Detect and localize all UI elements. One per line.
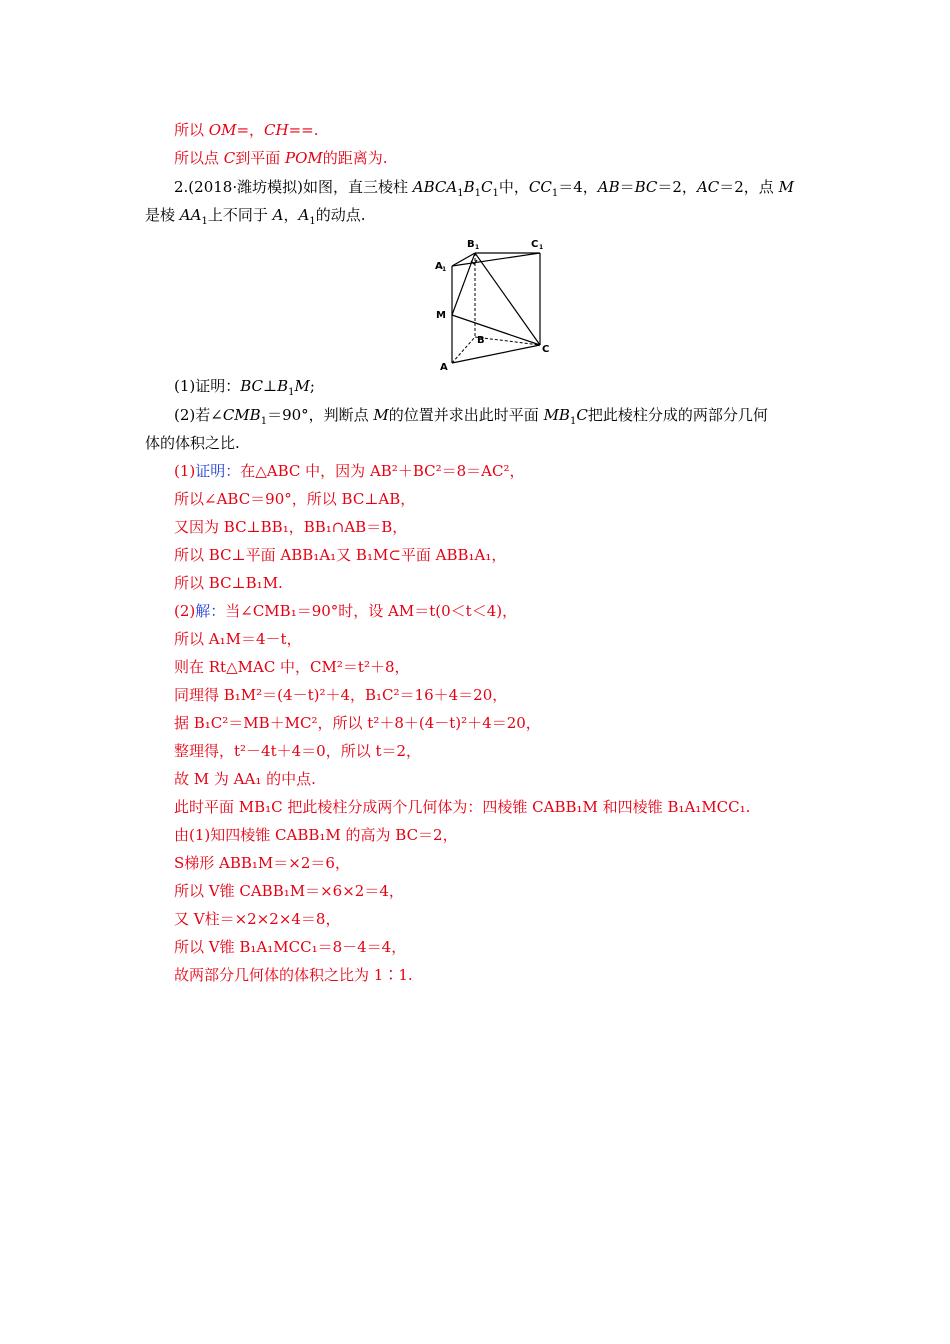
svg-text:1: 1 xyxy=(442,266,447,273)
segment-b1c xyxy=(475,253,540,345)
solution1-line-om: 所以 OM=，CH==. xyxy=(174,121,319,139)
label-b: B xyxy=(477,335,485,346)
solution-part1-start: (1)证明：在△ABC 中，因为 AB²＋BC²＝8＝AC²， xyxy=(174,462,525,480)
problem2-statement-line1: 2.(2018·潍坊模拟)如图，直三棱柱 $ABCA_1B_1C_1$中，$CC_1=4$，AB＝BC＝2，AC＝2，点 M xyxy=(174,178,794,199)
solution-line-s15: S梯形 ABB₁M＝×2＝6， xyxy=(174,854,350,872)
solution-line-s2: 所以∠ABC＝90°，所以 BC⊥AB， xyxy=(174,490,416,508)
solution-line-s14: 由(1)知四棱锥 CABB₁M 的高为 BC＝2， xyxy=(174,826,458,844)
problem2-statement-line2: 是棱 $AA_1$上不同于 A，$A_1$的动点. xyxy=(145,206,366,227)
label-m: M xyxy=(436,310,446,321)
edge-bc-hidden xyxy=(475,337,540,345)
solution-line-s13: 此时平面 MB₁C 把此棱柱分成两个几何体为：四棱锥 CABB₁M 和四棱锥 B₁A₁MCC₁. xyxy=(174,798,751,816)
solution-line-s4: 所以 BC⊥平面 ABB₁A₁又 B₁M⊂平面 ABB₁A₁， xyxy=(174,546,507,564)
question-1: (1)证明：$BC\perp B_1M$; xyxy=(174,377,315,398)
solution1-line-distance: 所以点 C到平面 POM的距离为. xyxy=(174,149,388,167)
edge-a1c1 xyxy=(452,253,540,266)
label-b1: B xyxy=(467,239,475,250)
solution-line-s17: 又 V柱＝×2×2×4＝8， xyxy=(174,910,341,928)
solution-line-s9: 同理得 B₁M²＝(4－t)²＋4，B₁C²＝16＋4＝20， xyxy=(174,686,508,704)
svg-text:1: 1 xyxy=(539,244,544,251)
solution-line-s8: 则在 Rt△MAC 中，CM²＝t²＋8， xyxy=(174,658,410,676)
solution-line-s19: 故两部分几何体的体积之比为 1∶1. xyxy=(174,966,413,984)
solution-line-s10: 据 B₁C²＝MB＋MC²，所以 t²＋8＋(4－t)²＋4＝20， xyxy=(174,714,541,732)
solution-line-s16: 所以 V锥 CABB₁M＝×6×2＝4， xyxy=(174,882,404,900)
solution-line-s5: 所以 BC⊥B₁M. xyxy=(174,574,283,592)
solution-line-s7: 所以 A₁M＝4－t， xyxy=(174,630,302,648)
segment-mc xyxy=(452,315,540,345)
label-a: A xyxy=(440,362,448,373)
label-a1: A xyxy=(435,261,443,272)
solution-part2-start: (2)解：当∠CMB₁＝90°时，设 AM＝t(0＜t＜4)， xyxy=(174,602,518,620)
solution-line-s3: 又因为 BC⊥BB₁，BB₁∩AB＝B， xyxy=(174,518,408,536)
solution-line-s12: 故 M 为 AA₁ 的中点. xyxy=(174,770,316,788)
svg-text:1: 1 xyxy=(475,244,480,251)
label-c: C xyxy=(542,344,550,355)
solution-line-s18: 所以 V锥 B₁A₁MCC₁＝8－4＝4， xyxy=(174,938,407,956)
solution-line-s11: 整理得，t²－4t＋4＝0，所以 t＝2， xyxy=(174,742,422,760)
prism-figure xyxy=(430,237,560,375)
label-c1: C xyxy=(531,239,539,250)
question-2-line2: 体的体积之比. xyxy=(145,434,240,452)
question-2-line1: (2)若$\angle CMB_1=90^\circ$，判断点 M的位置并求出此时平面 $MB_1C$把此棱柱分成的两部分几何 xyxy=(174,406,768,427)
